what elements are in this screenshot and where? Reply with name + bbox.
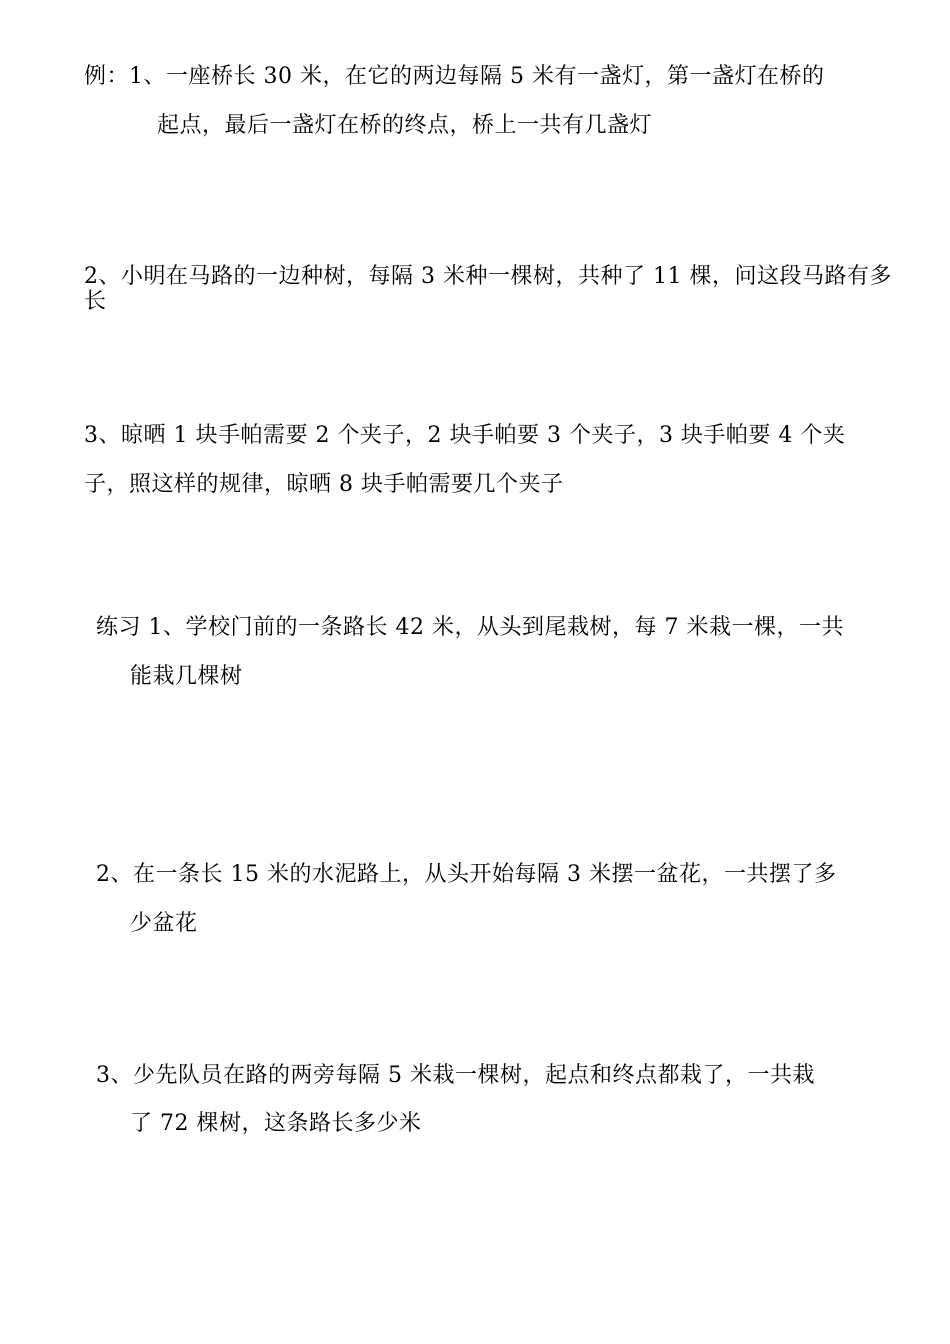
practice-1-line-1: 练习 1、学校门前的一条路长 42 米，从头到尾栽树，每 7 米栽一棵，一共: [96, 615, 844, 640]
example-2-line-1: 2、小明在马路的一边种树，每隔 3 米种一棵树，共种了 11 棵，问这段马路有多: [84, 264, 892, 289]
example-1-line-1: 例：1、一座桥长 30 米，在它的两边每隔 5 米有一盏灯，第一盏灯在桥的: [84, 64, 825, 89]
practice-2-line-2: 少盆花: [130, 911, 198, 936]
example-3-line-1: 3、晾晒 1 块手帕需要 2 个夹子，2 块手帕要 3 个夹子，3 块手帕要 4 个夹: [84, 423, 846, 448]
example-2-line-2: 长: [84, 289, 107, 314]
example-3-line-2: 子，照这样的规律，晾晒 8 块手帕需要几个夹子: [84, 472, 564, 497]
practice-2-line-1: 2、在一条长 15 米的水泥路上，从头开始每隔 3 米摆一盆花，一共摆了多: [96, 862, 837, 887]
practice-1-line-2: 能栽几棵树: [130, 664, 243, 689]
example-1-line-2: 起点，最后一盏灯在桥的终点，桥上一共有几盏灯: [157, 113, 653, 138]
practice-3-line-2: 了 72 棵树，这条路长多少米: [130, 1111, 422, 1136]
practice-3-line-1: 3、少先队员在路的两旁每隔 5 米栽一棵树，起点和终点都栽了，一共栽: [96, 1063, 815, 1088]
